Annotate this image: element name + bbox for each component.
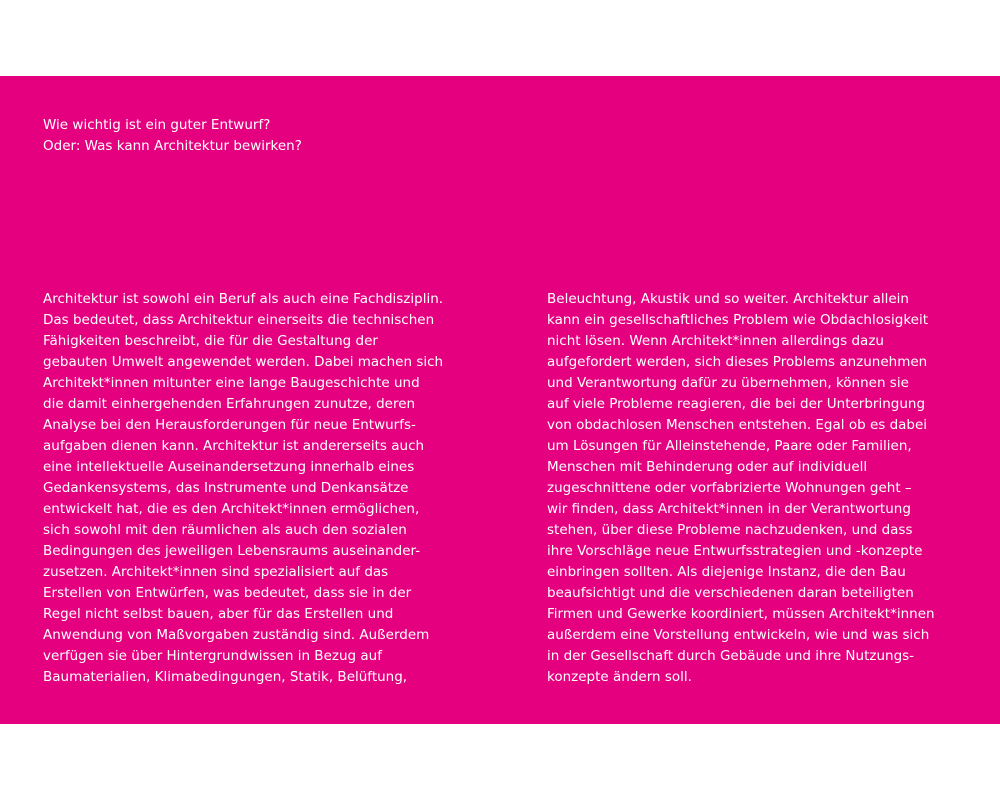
text-line: zugeschnittene oder vorfabrizierte Wohnungen geht – [547,480,912,496]
page-heading [43,115,302,157]
text-line: entwickelt hat, die es den Architekt*innen ermöglichen, [43,501,420,517]
text-line: von obdachlosen Menschen entstehen. Egal ob es dabei [547,417,928,433]
text-line: wir finden, dass Architekt*innen in der Verantwortung [547,501,911,517]
text-line: kann ein gesellschaftliches Problem wie Obdachlosigkeit [547,312,929,328]
text-line: auf viele Probleme reagieren, die bei der Unterbringung [547,396,926,412]
heading-line: Oder: Was kann Architektur bewirken? [43,138,302,154]
text-line: und Verantwortung dafür zu übernehmen, können sie [547,375,909,391]
text-line: aufgefordert werden, sich dieses Problems anzunehmen [547,354,928,370]
heading-line: Wie wichtig ist ein guter Entwurf? [43,117,271,133]
text-line: gebauten Umwelt angewendet werden. Dabei machen sich [43,354,444,370]
text-line: Analyse bei den Herausforderungen für neue Entwurfs- [43,417,416,433]
text-line: Firmen und Gewerke koordiniert, müssen Architekt*innen [547,606,935,622]
text-line: verfügen sie über Hintergrundwissen in Bezug auf [43,648,382,664]
text-line: konzepte ändern soll. [547,669,692,685]
text-line: Regel nicht selbst bauen, aber für das Erstellen und [43,606,394,622]
text-line: aufgaben dienen kann. Architektur ist andererseits auch [43,438,425,454]
text-line: in der Gesellschaft durch Gebäude und ihre Nutzungs- [547,648,915,664]
text-line: Fähigkeiten beschreibt, die für die Gestaltung der [43,333,378,349]
text-line: um Lösungen für Alleinstehende, Paare oder Familien, [547,438,912,454]
text-line: nicht lösen. Wenn Architekt*innen allerdings dazu [547,333,884,349]
text-line: einbringen sollten. Als diejenige Instanz, die den Bau [547,564,906,580]
text-line: stehen, über diese Probleme nachzudenken, und dass [547,522,913,538]
text-line: eine intellektuelle Auseinandersetzung innerhalb eines [43,459,415,475]
text-line: beaufsichtigt und die verschiedenen daran beteiligten [547,585,914,601]
text-line: Baumaterialien, Klimabedingungen, Statik, Belüftung, [43,669,408,685]
text-line: Das bedeutet, dass Architektur einerseits die technischen [43,312,435,328]
text-line: Erstellen von Entwürfen, was bedeutet, dass sie in der [43,585,412,601]
text-line: Architektur ist sowohl ein Beruf als auch eine Fachdisziplin. [43,291,444,307]
text-line: Menschen mit Behinderung oder auf individuell [547,459,868,475]
left-text-column [43,289,483,688]
text-line: Architekt*innen mitunter eine lange Baugeschichte und [43,375,420,391]
text-line: Bedingungen des jeweiligen Lebensraums auseinander- [43,543,421,559]
text-line: Anwendung von Maßvorgaben zuständig sind. Außerdem [43,627,430,643]
text-line: Beleuchtung, Akustik und so weiter. Architektur allein [547,291,909,307]
text-line: Gedankensystems, das Instrumente und Denkansätze [43,480,409,496]
text-line: außerdem eine Vorstellung entwickeln, wie und was sich [547,627,930,643]
right-text-column [547,289,967,688]
text-line: die damit einhergehenden Erfahrungen zunutze, deren [43,396,416,412]
magenta-page-spread [0,76,1000,724]
text-line: sich sowohl mit den räumlichen als auch den sozialen [43,522,407,538]
text-line: zusetzen. Architekt*innen sind spezialisiert auf das [43,564,389,580]
text-line: ihre Vorschläge neue Entwurfsstrategien und -konzepte [547,543,923,559]
